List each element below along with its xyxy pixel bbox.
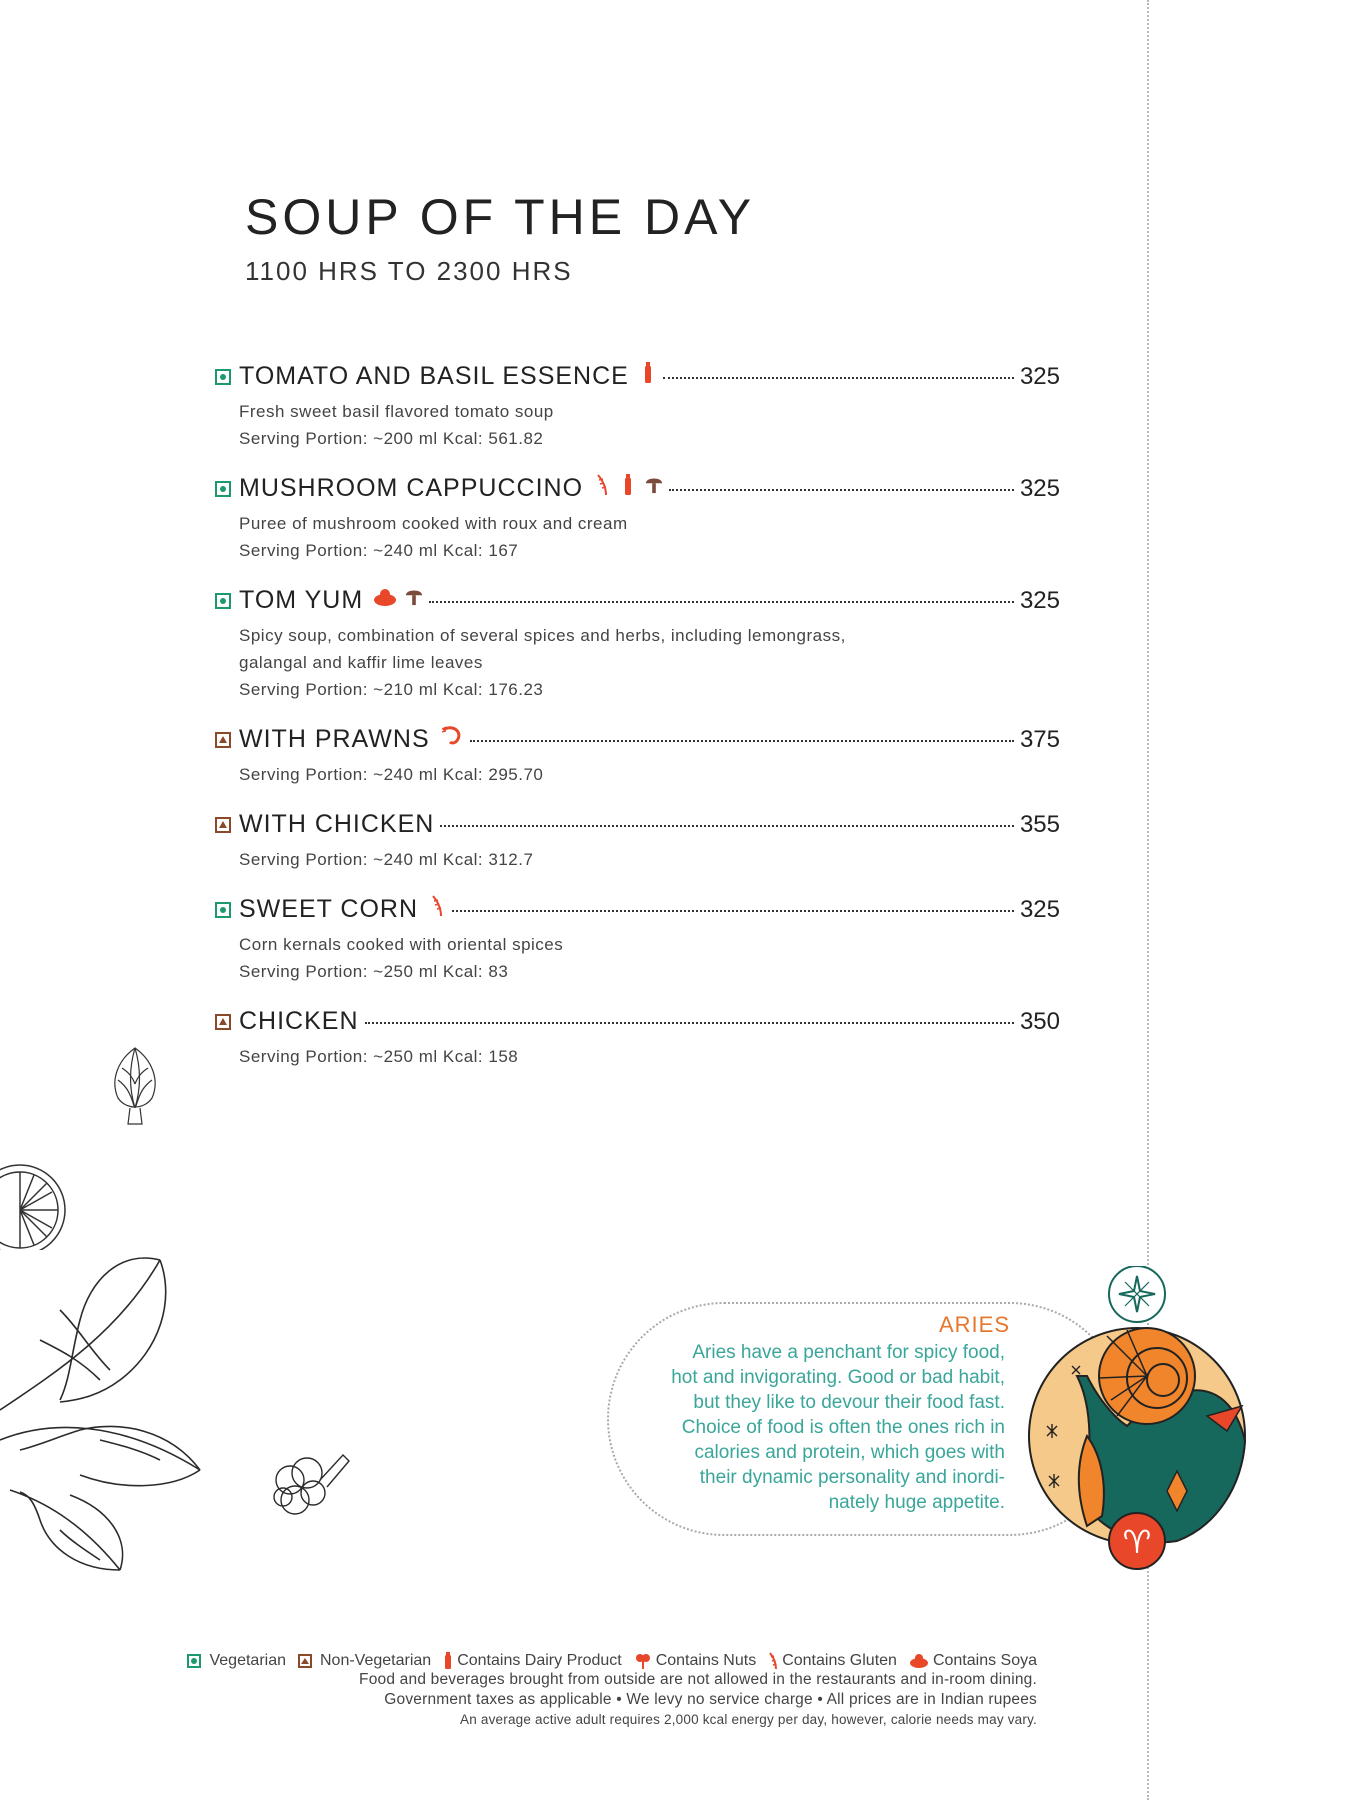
menu-item-price: 325 xyxy=(1019,475,1060,502)
leafy-greens-illustration xyxy=(0,1240,220,1580)
service-hours: 1100 HRS TO 2300 HRS xyxy=(245,256,573,286)
footer-note-calories: An average active adult requires 2,000 kcal energy per day, however, calorie needs may vary. xyxy=(460,1712,1037,1727)
dot-leader xyxy=(669,489,1014,491)
menu-item-name: CHICKEN xyxy=(239,1007,359,1035)
mushroom-icon xyxy=(405,586,423,608)
footer xyxy=(181,1652,1037,1730)
menu-item xyxy=(215,810,1060,873)
menu-item-portion: Serving Portion: ~240 ml Kcal: 295.70 xyxy=(239,765,544,784)
dot-leader xyxy=(440,825,1014,827)
menu-item-portion: Serving Portion: ~240 ml Kcal: 167 xyxy=(239,541,519,560)
menu-item-description: Corn kernals cooked with oriental spices xyxy=(239,935,564,954)
legend-nonveg: Non-Vegetarian xyxy=(320,1652,432,1669)
menu-item-price: 375 xyxy=(1019,726,1060,753)
menu-item-portion: Serving Portion: ~250 ml Kcal: 83 xyxy=(239,962,509,981)
menu-item-name: MUSHROOM CAPPUCCINO xyxy=(239,474,584,502)
footer-note-outside-food: Food and beverages brought from outside are not allowed in the restaurants and in-room dining. xyxy=(359,1671,1037,1688)
menu-item-price: 355 xyxy=(1019,811,1060,838)
menu-item xyxy=(215,725,1060,788)
legend-soya: Contains Soya xyxy=(932,1652,1037,1669)
dairy-icon xyxy=(443,1652,453,1670)
menu-item xyxy=(215,1007,1060,1070)
nonveg-mark-icon xyxy=(215,817,231,833)
aries-symbol-icon: ♈ xyxy=(1122,1523,1152,1561)
menu-item-portion: Serving Portion: ~210 ml Kcal: 176.23 xyxy=(239,680,544,699)
menu-item-row xyxy=(215,810,1060,846)
veg-mark-icon xyxy=(215,481,231,497)
menu-item-row xyxy=(215,362,1060,398)
nuts-icon xyxy=(634,1652,652,1670)
menu-item-description: galangal and kaffir lime leaves xyxy=(239,653,483,672)
menu-item-description: Puree of mushroom cooked with roux and cream xyxy=(239,514,628,533)
aries-line: Choice of food is often the ones rich in xyxy=(681,1417,1005,1438)
menu-item-name: SWEET CORN xyxy=(239,895,418,923)
dairy-icon xyxy=(619,474,637,496)
legend-dairy: Contains Dairy Product xyxy=(457,1652,622,1669)
menu-item-row xyxy=(215,474,1060,510)
menu-list xyxy=(215,362,1060,1092)
menu-item-price: 325 xyxy=(1019,363,1060,390)
menu-item-row xyxy=(215,586,1060,622)
dot-leader xyxy=(452,910,1014,912)
soya-icon xyxy=(909,1653,929,1669)
dairy-icon xyxy=(639,362,657,384)
menu-item-name: TOM YUM xyxy=(239,586,364,614)
dot-leader xyxy=(470,740,1014,742)
nonveg-mark-icon xyxy=(215,732,231,748)
aries-ram-emblem xyxy=(1027,1266,1267,1572)
menu-item-portion: Serving Portion: ~250 ml Kcal: 158 xyxy=(239,1047,519,1066)
aries-line: hot and invigorating. Good or bad habit, xyxy=(671,1367,1005,1388)
menu-item xyxy=(215,895,1060,985)
dot-leader xyxy=(663,377,1014,379)
citrus-slice-illustration xyxy=(0,1160,70,1250)
dot-leader xyxy=(429,601,1014,603)
footer-note-taxes: Government taxes as applicable • We levy no service charge • All prices are in Indian rupees xyxy=(384,1691,1037,1708)
menu-item-row xyxy=(215,725,1060,761)
menu-item xyxy=(215,586,1060,703)
gluten-icon xyxy=(428,895,446,917)
broccoli-illustration xyxy=(265,1445,355,1525)
allergen-icons xyxy=(440,725,464,747)
menu-item xyxy=(215,474,1060,564)
menu-item-portion: Serving Portion: ~240 ml Kcal: 312.7 xyxy=(239,850,534,869)
menu-item-price: 325 xyxy=(1019,587,1060,614)
legend-veg: Vegetarian xyxy=(209,1652,286,1669)
menu-item-row xyxy=(215,895,1060,931)
aries-line: nately huge appetite. xyxy=(828,1492,1005,1513)
legend-gluten: Contains Gluten xyxy=(782,1652,897,1669)
dot-leader xyxy=(365,1022,1014,1024)
menu-item-description: Fresh sweet basil flavored tomato soup xyxy=(239,402,554,421)
aries-line: but they like to devour their food fast. xyxy=(693,1392,1005,1413)
allergen-icons xyxy=(428,895,446,917)
aries-line: calories and protein, which goes with xyxy=(694,1442,1005,1463)
soya-icon xyxy=(373,586,397,608)
veg-mark-icon xyxy=(215,369,231,385)
menu-item-price: 350 xyxy=(1019,1008,1060,1035)
allergen-icons xyxy=(373,586,423,608)
menu-item-price: 325 xyxy=(1019,896,1060,923)
menu-item-name: WITH PRAWNS xyxy=(239,725,430,753)
aries-description xyxy=(645,1340,1005,1515)
gluten-icon xyxy=(593,474,611,496)
artichoke-illustration xyxy=(100,1040,170,1130)
allergen-icons xyxy=(639,362,657,384)
mushroom-icon xyxy=(645,474,663,496)
menu-item xyxy=(215,362,1060,452)
menu-item-name: WITH CHICKEN xyxy=(239,810,435,838)
gluten-icon xyxy=(768,1652,778,1670)
aries-line: their dynamic personality and inordi- xyxy=(699,1467,1005,1488)
veg-mark-icon xyxy=(215,593,231,609)
aries-line: Aries have a penchant for spicy food, xyxy=(692,1342,1005,1363)
menu-item-name: TOMATO AND BASIL ESSENCE xyxy=(239,362,629,390)
page-title: SOUP OF THE DAY xyxy=(245,189,756,245)
nonveg-mark-icon xyxy=(298,1654,312,1668)
aries-heading: ARIES xyxy=(938,1312,1010,1337)
veg-mark-icon xyxy=(215,902,231,918)
dietary-legend xyxy=(181,1652,1037,1670)
prawn-icon xyxy=(440,725,464,747)
legend-nuts: Contains Nuts xyxy=(655,1652,757,1669)
menu-item-portion: Serving Portion: ~200 ml Kcal: 561.82 xyxy=(239,429,544,448)
menu-item-description: Spicy soup, combination of several spices and herbs, including lemongrass, xyxy=(239,626,846,645)
menu-item-row xyxy=(215,1007,1060,1043)
veg-mark-icon xyxy=(187,1654,201,1668)
nonveg-mark-icon xyxy=(215,1014,231,1030)
allergen-icons xyxy=(593,474,663,496)
